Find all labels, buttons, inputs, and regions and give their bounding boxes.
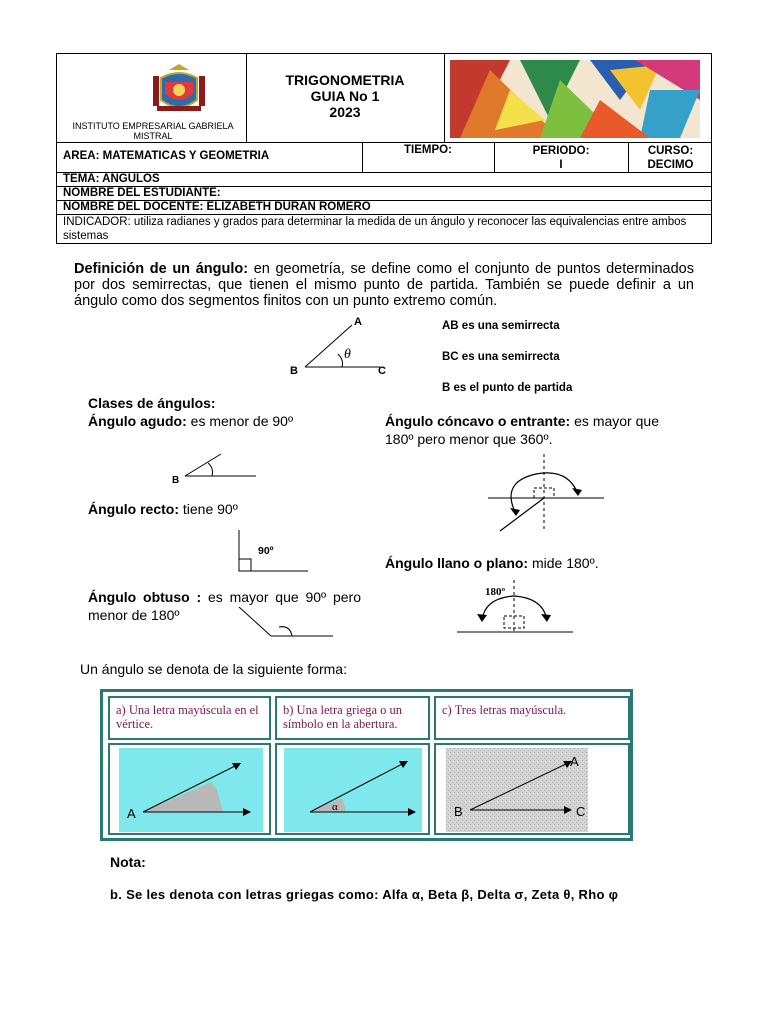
notation-image-cell-a bbox=[108, 743, 271, 835]
guide-title bbox=[246, 72, 444, 120]
img-c-label-c: C bbox=[576, 804, 586, 819]
notation-image-a bbox=[119, 748, 263, 832]
note-b: B es el punto de partida bbox=[442, 382, 573, 394]
definition-text: en geometría, se define como el conjunto de puntos determinados por dos semirrectas, que tienen el mismo punto de partida. También se puede definir a un ángulo como dos segmentos finitos con un punto extremo común. bbox=[74, 261, 694, 309]
notation-image-c bbox=[446, 748, 588, 832]
notation-header-a bbox=[108, 696, 271, 740]
note-bc: BC es una semirrecta bbox=[442, 351, 560, 363]
notation-header-b bbox=[275, 696, 430, 740]
definition-term: Definición de un ángulo: bbox=[74, 261, 249, 277]
periodo-label: PERIODO: bbox=[532, 145, 590, 157]
llano-term: Ángulo llano o plano: bbox=[385, 555, 529, 571]
nota-text: b. Se les denota con letras griegas como: Alfa α, Beta β, Delta σ, Zeta θ, Rho φ bbox=[110, 887, 619, 902]
notation-header-b-text: b) Una letra griega o un símbolo en la abertura. bbox=[283, 703, 403, 731]
label-a: A bbox=[354, 316, 362, 328]
img-b-label: α bbox=[332, 801, 338, 813]
institution-name: INSTITUTO EMPRESARIAL GABRIELA MISTRAL bbox=[72, 121, 234, 141]
note-ab: AB es una semirrecta bbox=[442, 320, 560, 332]
llano-text: mide 180º. bbox=[528, 555, 599, 571]
agudo-text: es menor de 90º bbox=[186, 413, 294, 429]
indicador-text: : utiliza radianes y grados para determinar la medida de un ángulo y reconocer las equivalencias entre ambos sistemas bbox=[63, 216, 687, 242]
docente-row: NOMBRE DEL DOCENTE: ELIZABETH DURAN ROMERO bbox=[63, 201, 371, 213]
right-angle-diagram bbox=[232, 528, 312, 576]
decorative-banner-image bbox=[450, 60, 700, 138]
estudiante-row: NOMBRE DEL ESTUDIANTE: bbox=[63, 187, 221, 199]
label-theta: θ bbox=[344, 347, 351, 362]
agudo-label-b: B bbox=[172, 475, 180, 486]
llano-deg-label: 180º bbox=[485, 586, 506, 598]
obtuse-angle-diagram bbox=[235, 605, 337, 640]
notation-image-cell-c bbox=[434, 743, 630, 835]
img-c-label-b: B bbox=[454, 804, 463, 819]
straight-angle-diagram bbox=[455, 578, 575, 636]
title-guide-number: GUIA No 1 bbox=[310, 88, 380, 104]
area-label: AREA: MATEMATICAS Y GEOMETRIA bbox=[63, 150, 270, 162]
notation-image-b bbox=[284, 748, 422, 832]
concavo-term: Ángulo cóncavo o entrante: bbox=[385, 413, 571, 429]
llano-description bbox=[385, 554, 599, 572]
header-table bbox=[56, 53, 712, 244]
label-b: B bbox=[290, 365, 298, 377]
title-year: 2023 bbox=[329, 104, 361, 120]
recto-text: tiene 90º bbox=[179, 501, 238, 517]
school-crest-logo bbox=[149, 64, 209, 116]
curso-label: CURSO: bbox=[647, 145, 694, 157]
concavo-text: es mayor que 180º pero menor que 360º. bbox=[385, 413, 659, 447]
recto-description bbox=[88, 500, 238, 518]
notation-table bbox=[100, 689, 633, 841]
tiempo-label: TIEMPO: bbox=[404, 144, 452, 156]
acute-angle-diagram bbox=[168, 452, 268, 492]
curso-cell bbox=[628, 144, 713, 172]
recto-term: Ángulo recto: bbox=[88, 501, 179, 517]
tema-row: TEMA: ANGULOS bbox=[63, 173, 160, 185]
agudo-term: Ángulo agudo: bbox=[88, 413, 187, 429]
agudo-description bbox=[88, 412, 293, 430]
concavo-description bbox=[385, 412, 659, 448]
notation-header-c bbox=[434, 696, 630, 740]
obtuso-term: Ángulo obtuso : bbox=[88, 589, 202, 605]
curso-value: DECIMO bbox=[647, 159, 694, 171]
angle-abc-diagram bbox=[280, 310, 400, 380]
img-a-label: A bbox=[127, 806, 136, 821]
label-c: C bbox=[378, 365, 386, 377]
classes-heading: Clases de ángulos: bbox=[88, 395, 216, 411]
recto-deg-label: 90º bbox=[258, 545, 274, 557]
notation-header-a-text: a) Una letra mayúscula en el vértice. bbox=[116, 703, 259, 731]
indicador-row bbox=[63, 215, 703, 243]
indicador-label: INDICADOR bbox=[63, 216, 128, 228]
obtuso-text: es mayor que 90º pero menor de 180º bbox=[88, 589, 361, 623]
title-subject: TRIGONOMETRIA bbox=[285, 72, 405, 88]
notation-image-cell-b bbox=[275, 743, 430, 835]
img-c-label-a: A bbox=[570, 754, 579, 769]
nota-label: Nota: bbox=[110, 854, 146, 870]
notation-intro: Un ángulo se denota de la siguiente forma: bbox=[80, 661, 347, 677]
angle-definition bbox=[74, 261, 694, 309]
periodo-value: I bbox=[559, 159, 563, 171]
concave-angle-diagram bbox=[486, 452, 606, 534]
notation-header-c-text: c) Tres letras mayúscula. bbox=[442, 703, 567, 717]
periodo-cell bbox=[494, 144, 628, 172]
